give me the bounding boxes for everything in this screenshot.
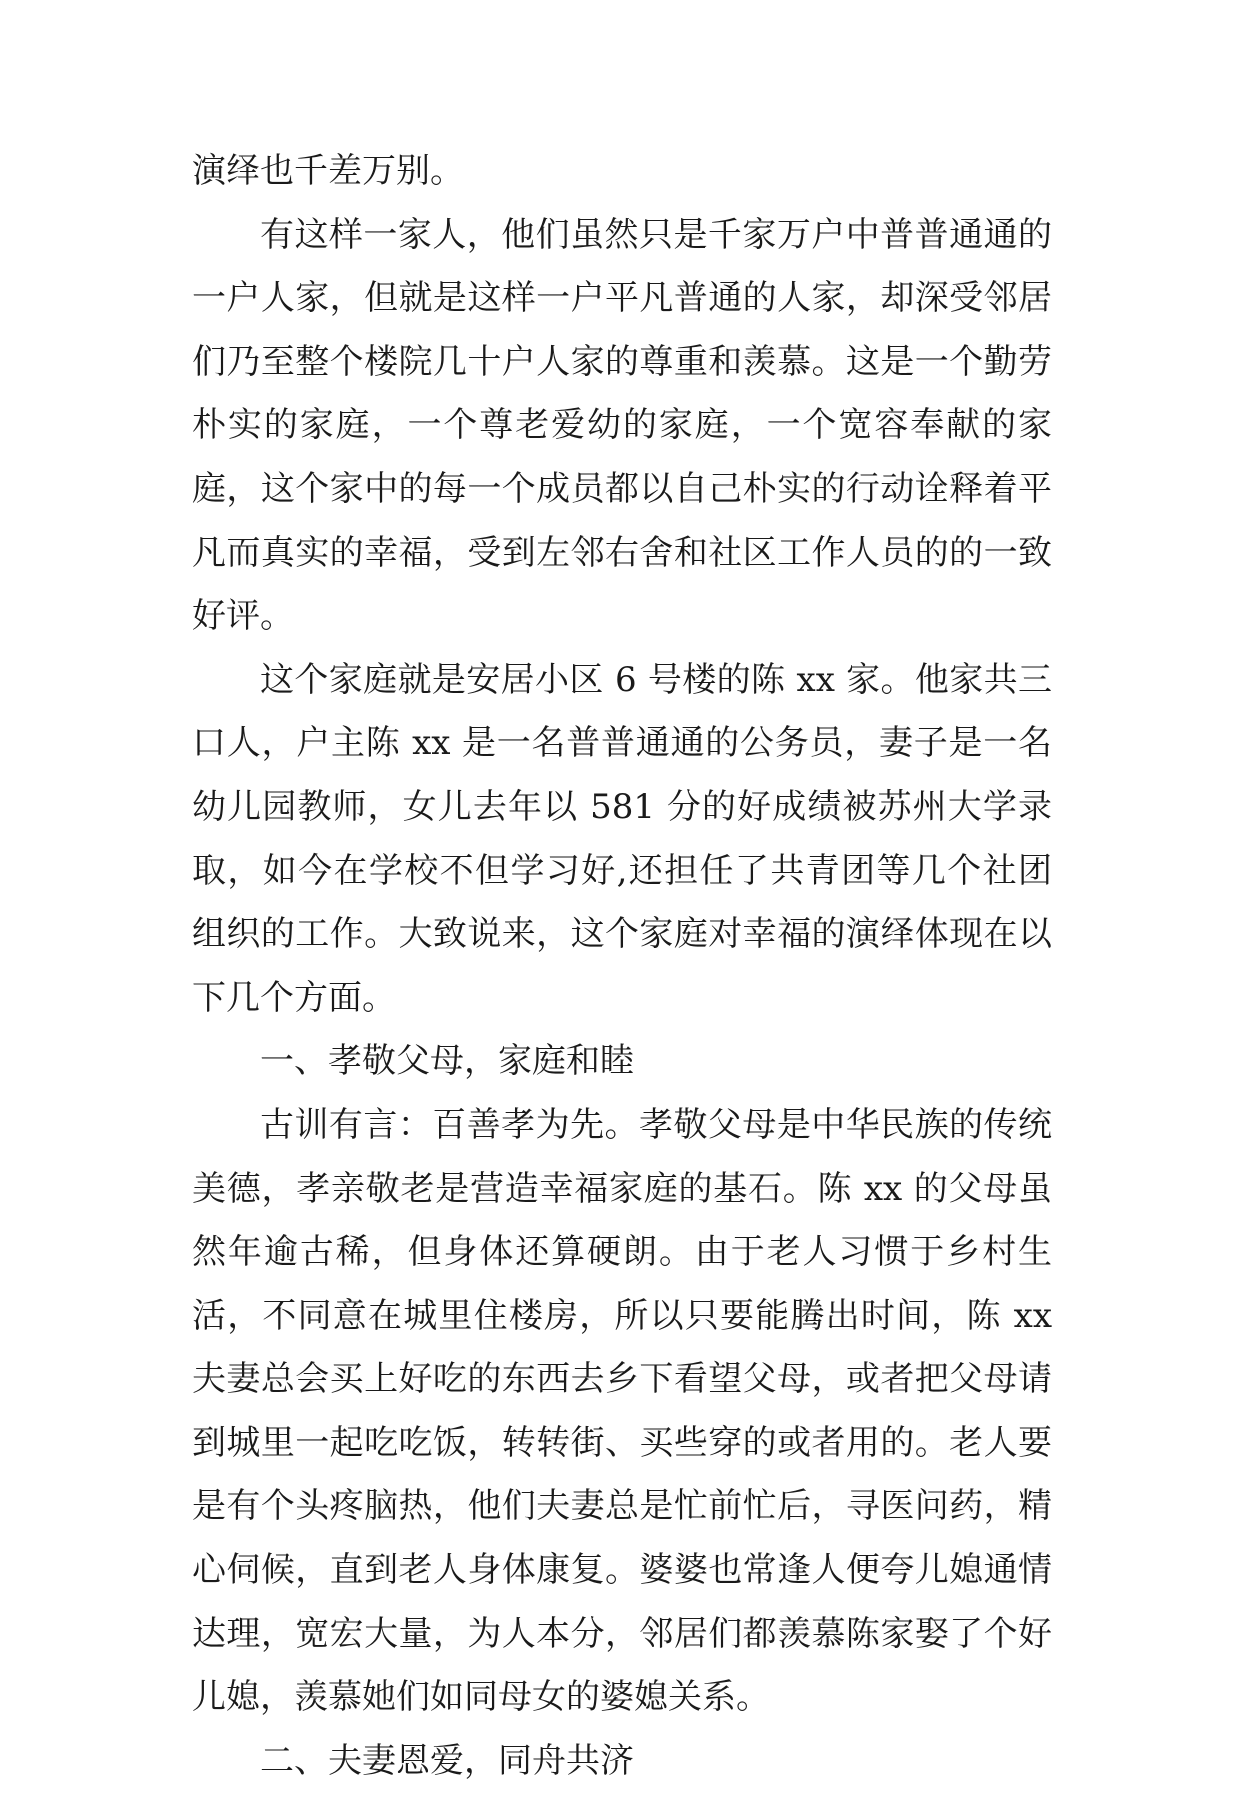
section-heading-2: 二、夫妻恩爱，同舟共济 (260, 1740, 634, 1781)
section-heading-1: 一、孝敬父母，家庭和睦 (260, 1041, 634, 1082)
document-page (192, 140, 1052, 1793)
paragraph-filial-piety: 古训有言：百善孝为先。孝敬父母是中华民族的传统美德，孝亲敬老是营造幸福家庭的基石。陈 xx 的父母虽然年逾古稀，但身体还算硬朗。由于老人习惯于乡村生活，不同意在城里住楼房，所以只要能腾出时间，陈 xx 夫妻总会买上好吃的东西去乡下看望父母，或者把父母请到城里一起吃吃饭，转转街、买些穿的或者用的。老人要是有个头疼脑热，他们夫妻总是忙前忙后，寻医问药，精心伺候，直到老人身体康复。婆婆也常逢人便夸儿媳通情达理，宽宏大量，为人本分，邻居们都羡慕陈家娶了个好儿媳，羡慕她们如同母女的婆媳关系。 (192, 1104, 1052, 1718)
paragraph-continuation: 演绎也千差万别。 (192, 151, 464, 191)
paragraph-family-members: 这个家庭就是安居小区 6 号楼的陈 xx 家。他家共三口人，户主陈 xx 是一名普普通通的公务员，妻子是一名幼儿园教师，女儿去年以 581 分的好成绩被苏州大学录取，如今在学校不但学习好,还担任了共青团等几个社团组织的工作。大致说来，这个家庭对幸福的演绎体现在以下几个方面。 (192, 659, 1052, 1018)
paragraph-family-intro: 有这样一家人，他们虽然只是千家万户中普普通通的一户人家，但就是这样一户平凡普通的人家，却深受邻居们乃至整个楼院几十户人家的尊重和羡慕。这是一个勤劳朴实的家庭，一个尊老爱幼的家庭，一个宽容奉献的家庭，这个家中的每一个成员都以自己朴实的行动诠释着平凡而真实的幸福，受到左邻右舍和社区工作人员的的一致好评。 (192, 214, 1052, 637)
